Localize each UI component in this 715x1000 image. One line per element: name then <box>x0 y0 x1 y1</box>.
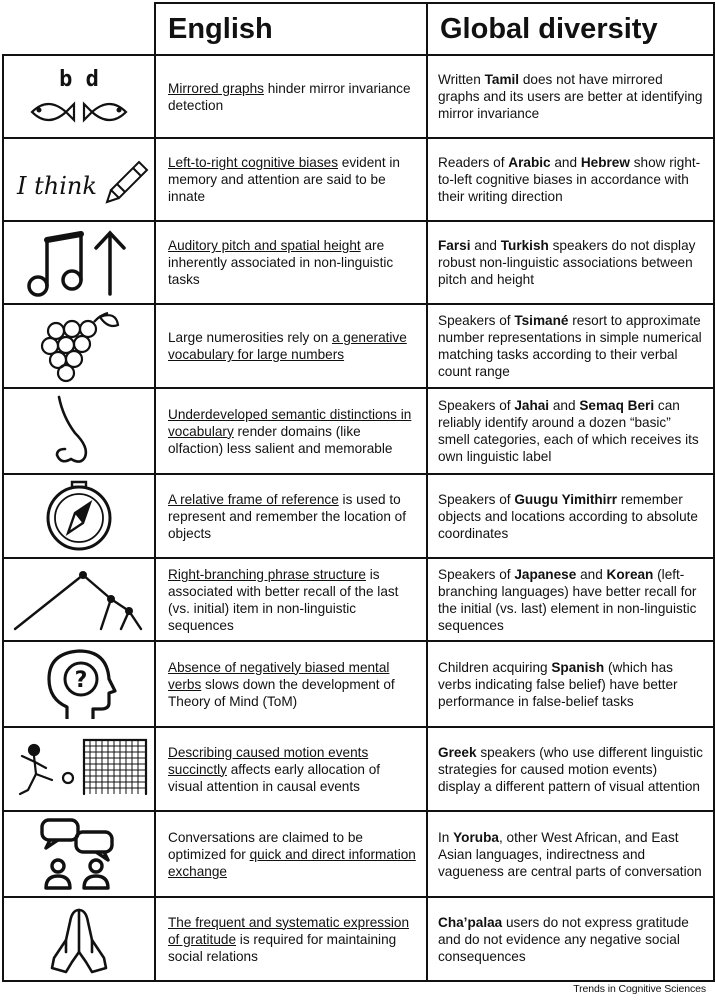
text-segment: (left-branching languages) have better recall for the initial (vs. last) element in non-linguistic sequences <box>438 566 697 633</box>
comparison-table <box>2 2 715 982</box>
table-row <box>3 727 714 811</box>
praying-hands-icon <box>44 902 114 976</box>
text-segment: Conversations are claimed to be optimized for <box>168 829 363 862</box>
underlined-phrase: a generative vocabulary for large numbers <box>168 330 407 362</box>
text-segment: Speakers of <box>438 491 515 507</box>
head-question-mark-icon <box>39 645 119 723</box>
global-diversity-cell <box>427 727 714 811</box>
text-segment: and <box>470 238 501 253</box>
text-segment: Children acquiring <box>438 659 552 675</box>
underlined-phrase: Mirrored graphs <box>168 80 264 96</box>
english-claim-cell <box>155 55 427 138</box>
global-diversity-cell <box>427 221 714 304</box>
text-segment: speakers do not display robust non-linguistic associations between pitch and height <box>438 238 696 287</box>
language-name: Semaq Beri <box>579 398 655 413</box>
row-icon-cell <box>3 304 155 388</box>
underlined-phrase: Right-branching phrase structure <box>168 566 366 582</box>
language-name: Spanish <box>551 659 605 675</box>
music-note-arrow-up-icon <box>24 228 134 298</box>
english-claim-cell <box>155 138 427 221</box>
global-diversity-cell <box>427 558 714 641</box>
text-segment: , other West African, and East Asian languages, indirectness and vagueness are central parts of conversation <box>438 829 702 879</box>
text-segment: resort to approximate number representations in simple numerical matching tasks according to their verbal count range <box>438 313 702 379</box>
global-diversity-cell <box>427 138 714 221</box>
language-name: Jahai <box>514 398 550 413</box>
language-name: Cha’palaa <box>438 914 503 930</box>
row-icon-cell <box>3 138 155 221</box>
text-segment: Speakers of <box>438 313 515 328</box>
row-icon-cell <box>3 221 155 304</box>
underlined-phrase: Describing caused motion events succinctly <box>168 744 369 777</box>
text-segment: Large numerosities rely on <box>168 330 332 345</box>
underlined-phrase: Left-to-right cognitive biases <box>168 155 339 170</box>
text-segment: and <box>550 155 581 170</box>
english-claim-cell <box>155 811 427 897</box>
text-segment: and <box>576 566 607 582</box>
underlined-phrase: quick and direct information exchange <box>168 846 416 879</box>
table-row <box>3 55 714 138</box>
english-claim-cell <box>155 474 427 558</box>
global-diversity-cell <box>427 55 714 138</box>
row-icon-cell <box>3 641 155 727</box>
text-segment: hinder mirror invariance detection <box>168 80 411 113</box>
icon-letters: ? <box>74 668 88 693</box>
global-diversity-cell <box>427 811 714 897</box>
header-corner <box>3 3 155 55</box>
table-row <box>3 811 714 897</box>
header-row <box>3 3 714 55</box>
underlined-phrase: Auditory pitch and spatial height <box>168 238 361 253</box>
english-claim-cell <box>155 388 427 474</box>
text-segment: is used to represent and remember the location of objects <box>168 491 407 541</box>
text-segment: In <box>438 829 454 845</box>
row-icon-cell <box>3 897 155 981</box>
journal-credit: Trends in Cognitive Sciences <box>573 983 706 995</box>
text-segment: users do not express gratitude and do not evidence any negative social consequences <box>438 914 689 964</box>
language-name: Korean <box>606 566 654 582</box>
row-icon-cell <box>3 55 155 138</box>
icon-letters: I think <box>17 171 97 200</box>
table-row <box>3 388 714 474</box>
language-name: Guugu Yimithirr <box>514 491 618 507</box>
text-segment: affects early allocation of visual attention in causal events <box>168 761 381 794</box>
row-icon-cell <box>3 811 155 897</box>
table-row <box>3 221 714 304</box>
table-row <box>3 474 714 558</box>
english-claim-cell <box>155 897 427 981</box>
text-segment: (which has verbs indicating false belief) have better performance in false-belief tasks <box>438 659 678 709</box>
language-name: Arabic <box>508 155 551 170</box>
row-icon-cell <box>3 558 155 641</box>
mirrored-fish-bd-icon <box>24 62 134 132</box>
row-icon-cell <box>3 474 155 558</box>
global-diversity-cell <box>427 474 714 558</box>
language-name: Turkish <box>500 238 549 253</box>
text-segment: is associated with better recall of the last (vs. initial) item in non-linguistic sequences <box>168 566 399 633</box>
text-segment: render domains (like olfaction) less salient and memorable <box>168 423 393 456</box>
table-row <box>3 641 714 727</box>
table-row <box>3 138 714 221</box>
handwriting-pen-icon <box>9 150 149 210</box>
text-segment: show right-to-left cognitive biases in accordance with their writing direction <box>438 155 701 204</box>
language-name: Hebrew <box>580 155 630 170</box>
text-segment: and <box>549 398 580 413</box>
text-segment: evident in memory and attention are said to be innate <box>168 155 400 204</box>
table-row <box>3 897 714 981</box>
text-segment: slows down the development of Theory of Mind (ToM) <box>168 676 395 709</box>
english-claim-cell <box>155 558 427 641</box>
table-row <box>3 304 714 388</box>
english-claim-cell <box>155 221 427 304</box>
english-claim-cell <box>155 727 427 811</box>
global-diversity-cell <box>427 304 714 388</box>
text-segment: are inherently associated in non-linguistic tasks <box>168 238 394 287</box>
language-name: Tsimané <box>514 313 569 328</box>
text-segment: Speakers of <box>438 566 515 582</box>
language-name: Japanese <box>514 566 577 582</box>
global-diversity-cell <box>427 641 714 727</box>
text-segment: Readers of <box>438 155 509 170</box>
english-claim-cell <box>155 641 427 727</box>
underlined-phrase: The frequent and systematic expression of gratitude <box>168 914 410 947</box>
text-segment: speakers (who use different linguistic strategies for caused motion events) display a different pattern of visual attention <box>438 744 703 794</box>
text-segment: is required for maintaining social relations <box>168 931 397 964</box>
language-name: Greek <box>438 744 477 760</box>
text-segment: Written <box>438 72 485 87</box>
nose-icon <box>49 393 109 469</box>
text-segment: can reliably identify around a dozen “basic” smell categories, each of which receives its own linguistic label <box>438 398 699 464</box>
language-name: Yoruba <box>453 829 499 845</box>
icon-letters: b d <box>59 66 99 92</box>
global-diversity-cell <box>427 388 714 474</box>
compass-icon <box>39 478 119 554</box>
column-header-english: English <box>155 3 427 55</box>
branching-tree-icon <box>9 565 149 635</box>
underlined-phrase: Underdeveloped semantic distinctions in vocabulary <box>168 406 412 439</box>
soccer-player-goal-icon <box>6 734 152 804</box>
language-name: Farsi <box>438 238 471 253</box>
underlined-phrase: A relative frame of reference <box>168 491 339 507</box>
language-name: Tamil <box>484 72 520 87</box>
grapes-icon <box>34 309 124 383</box>
conversation-people-icon <box>34 814 124 894</box>
text-segment: remember objects and locations according to absolute coordinates <box>438 491 698 541</box>
row-icon-cell <box>3 727 155 811</box>
english-claim-cell <box>155 304 427 388</box>
table-row <box>3 558 714 641</box>
text-segment: Speakers of <box>438 398 515 413</box>
global-diversity-cell <box>427 897 714 981</box>
row-icon-cell <box>3 388 155 474</box>
column-header-global-diversity: Global diversity <box>427 3 714 55</box>
underlined-phrase: Absence of negatively biased mental verbs <box>168 659 390 692</box>
text-segment: does not have mirrored graphs and its users are better at identifying mirror invariance <box>438 72 703 121</box>
